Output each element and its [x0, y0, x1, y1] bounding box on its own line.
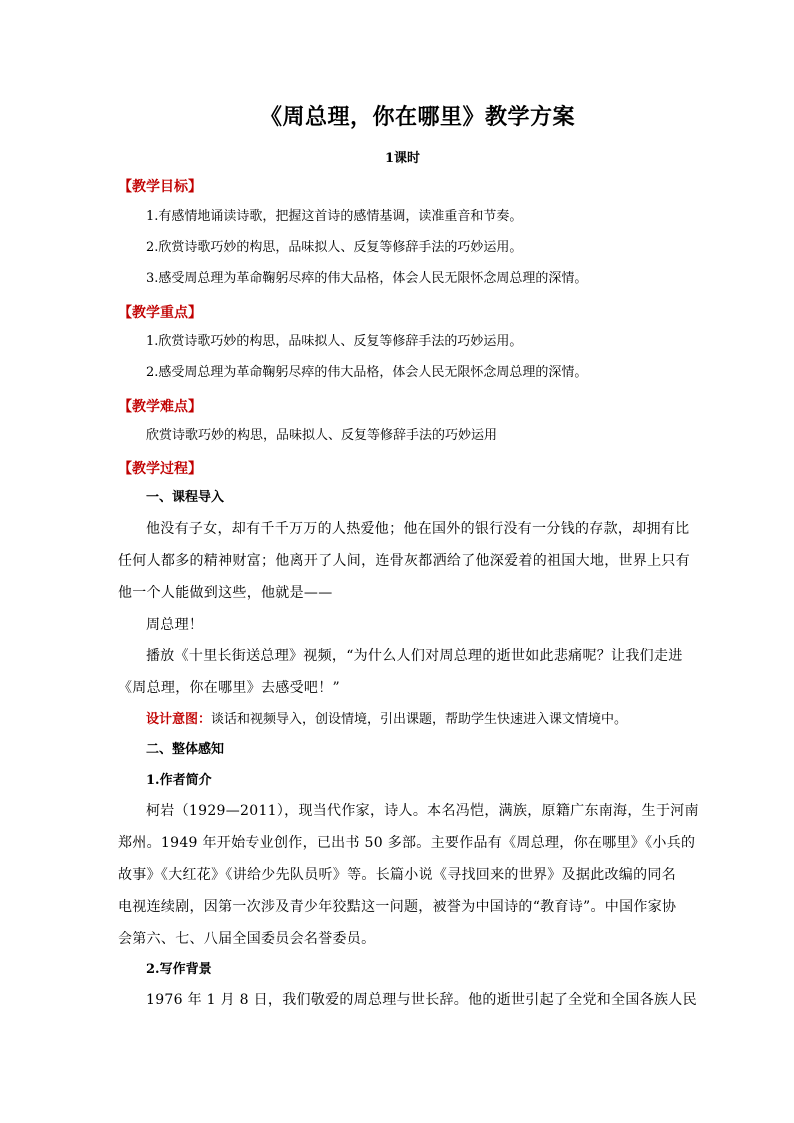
goal-item: 3.感受周总理为革命鞠躬尽瘁的伟大品格，体会人民无限怀念周总理的深情。: [146, 271, 588, 286]
design-intent-text: 谈话和视频导入，创设情境，引出课题，帮助学生快速进入课文情境中。: [211, 712, 628, 727]
video-line: 播放《十里长街送总理》视频，“为什么人们对周总理的逝世如此悲痛呢？让我们走进: [146, 648, 683, 664]
key-point-item: 2.感受周总理为革命鞠躬尽瘁的伟大品格，体会人民无限怀念周总理的深情。: [146, 365, 588, 380]
goal-item: 1.有感情地诵读诗歌，把握这首诗的感情基调，读准重音和节奏。: [146, 209, 523, 224]
part2-heading: 二、整体感知: [146, 742, 225, 757]
page-title: 《周总理，你在哪里》教学方案: [260, 104, 576, 130]
section-heading-difficulties: 【教学难点】: [118, 399, 202, 415]
section-heading-goals: 【教学目标】: [118, 179, 202, 195]
section-heading-process: 【教学过程】: [118, 461, 202, 477]
intro-line: 他没有子女，却有千千万万的人热爱他；他在国外的银行没有一分钱的存款，却拥有比: [146, 521, 690, 537]
author-line: 柯岩（1929—2011），现当代作家，诗人。本名冯恺，满族，原籍广东南海，生于河南: [146, 803, 699, 819]
difficulty-text: 欣赏诗歌巧妙的构思，品味拟人、反复等修辞手法的巧妙运用: [146, 428, 498, 443]
key-point-item: 1.欣赏诗歌巧妙的构思，品味拟人、反复等修辞手法的巧妙运用。: [146, 334, 523, 349]
design-intent-label: 设计意图：: [146, 712, 212, 727]
author-line: 电视连续剧，因第一次涉及青少年狡黠这一问题，被誉为中国诗的“教育诗”。中国作家协: [118, 899, 677, 915]
background-heading: 2.写作背景: [146, 962, 212, 977]
intro-line: 任何人都多的精神财富；他离开了人间，连骨灰都洒给了他深爱着的祖国大地，世界上只有: [118, 553, 690, 569]
intro-line: 他一个人能做到这些，他就是——: [118, 585, 333, 601]
design-intent: [146, 712, 627, 728]
author-line: 会第六、七、八届全国委员会名誉委员。: [118, 931, 376, 947]
intro-answer: 周总理！: [146, 617, 204, 633]
video-line: 《周总理，你在哪里》去感受吧！”: [118, 680, 340, 696]
section-heading-key-points: 【教学重点】: [118, 305, 202, 321]
page-subtitle: 1课时: [385, 151, 421, 166]
author-heading: 1.作者简介: [146, 773, 212, 788]
author-line: 郑州。1949 年开始专业创作，已出书 50 多部。主要作品有《周总理，你在哪里》《小兵的: [118, 835, 696, 851]
part1-heading: 一、课程导入: [146, 490, 225, 505]
background-line: 1976 年 1 月 8 日，我们敬爱的周总理与世长辞。他的逝世引起了全党和全国各族人民: [146, 992, 697, 1008]
goal-item: 2.欣赏诗歌巧妙的构思，品味拟人、反复等修辞手法的巧妙运用。: [146, 240, 523, 255]
author-line: 故事》《大红花》《讲给少先队员听》等。长篇小说《寻找回来的世界》及据此改编的同名: [118, 867, 676, 883]
